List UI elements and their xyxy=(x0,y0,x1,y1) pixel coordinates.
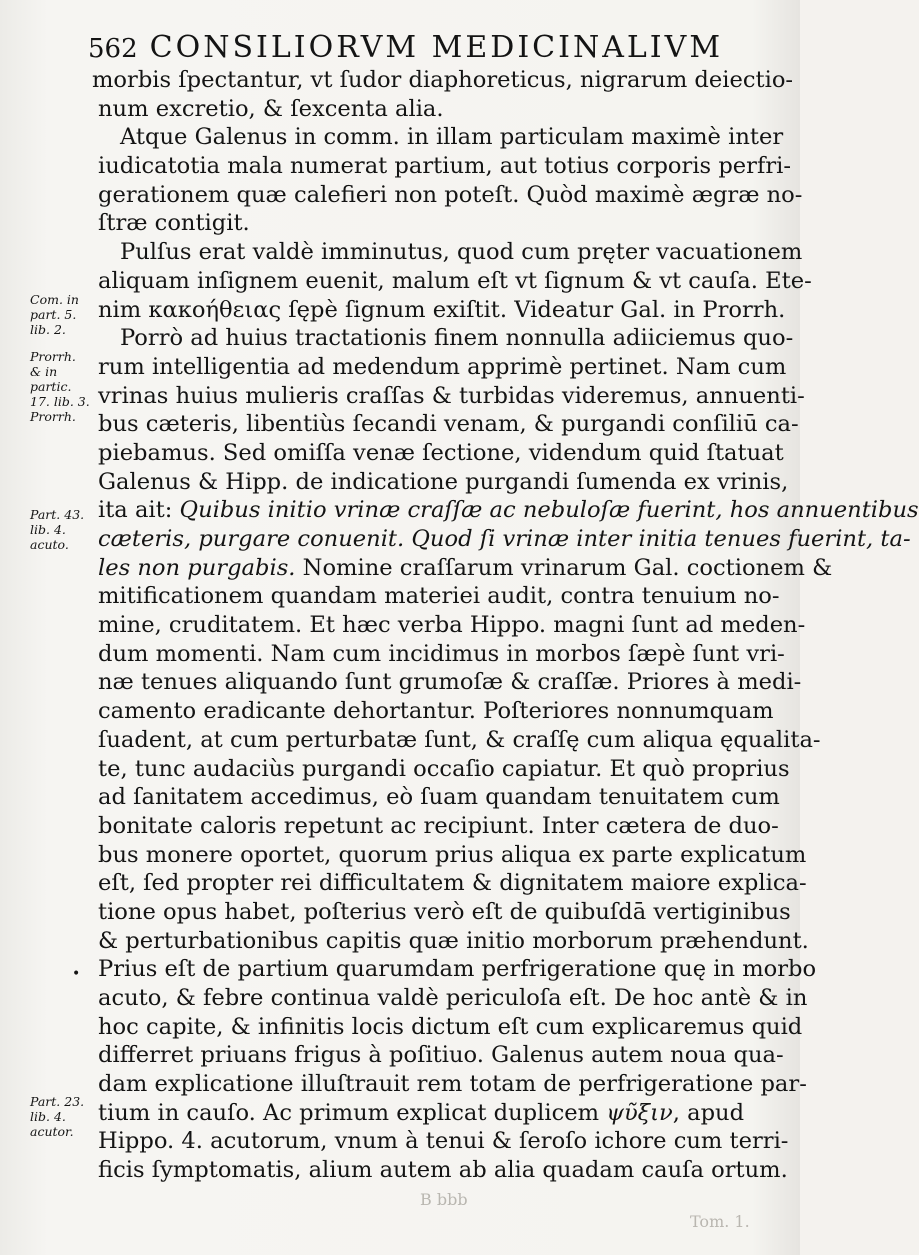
text-line: differret priuans frigus à poſitiuo. Galenus autem noua qua- xyxy=(98,1042,784,1069)
text-line: gerationem quæ calefieri non poteſt. Quòd maximè ægræ no- xyxy=(98,181,803,208)
text-line: bonitate caloris repetunt ac recipiunt. Inter cætera de duo- xyxy=(98,812,779,839)
margin-note-line: lib. 2. xyxy=(30,322,66,337)
text-segment: tium in cauſo. Ac primum explicat duplicem xyxy=(98,1099,600,1126)
text-segment: ita ait: xyxy=(98,497,173,524)
bleed-through-text: Tom. 1. xyxy=(690,1212,750,1231)
text-line: vrinas huius mulieris craſſas & turbidas videremus, annuenti- xyxy=(98,382,805,409)
margin-note-line: & in xyxy=(30,364,58,379)
margin-note-line: Prorrh. xyxy=(30,349,76,364)
text-line: piebamus. Sed omiſſa venæ ſectione, videndum quid ſtatuat xyxy=(98,439,784,466)
text-line: Pulſus erat valdè imminutus, quod cum pręter vacuationem xyxy=(120,239,803,266)
italic-quote: les non purgabis. xyxy=(98,554,296,581)
page-number: 562 xyxy=(88,34,138,64)
text-line: mine, cruditatem. Et hæc verba Hippo. magni ſunt ad meden- xyxy=(98,612,806,639)
text-line xyxy=(98,554,833,583)
text-line: rum intelligentia ad medendum apprimè pertinet. Nam cum xyxy=(98,353,787,380)
margin-note xyxy=(30,292,102,337)
margin-note-line: Part. 23. xyxy=(30,1094,85,1109)
text-line: te, tunc audaciùs purgandi occaſio capiatur. Et quò proprius xyxy=(98,755,790,782)
body-text xyxy=(92,66,919,1185)
margin-note-line: acutor. xyxy=(30,1124,74,1139)
text-line: iudicatotia mala numerat partium, aut totius corporis perfri- xyxy=(98,153,791,180)
text-line: ad ſanitatem accedimus, eò ſuam quandam tenuitatem cum xyxy=(98,784,780,811)
text-line: hoc capite, & infinitis locis dictum eſt cum explicaremus quid xyxy=(98,1013,803,1040)
text-line: bus monere oportet, quorum prius aliqua ex parte explicatum xyxy=(98,841,807,868)
text-line: tione opus habet, poſterius verò eſt de quibuſdā vertiginibus xyxy=(98,898,791,925)
margin-note-line: Com. in xyxy=(30,292,79,307)
italic-quote: cæteris, purgare conuenit. xyxy=(98,526,405,552)
margin-note-line: lib. 4. xyxy=(30,522,66,537)
text-line: Prius eſt de partium quarumdam perfrigeratione quę in morbo xyxy=(98,956,817,983)
text-line: dum momenti. Nam cum incidimus in morbos ſæpè ſunt vri- xyxy=(98,640,785,667)
text-line: eſt, ſed propter rei difficultatem & dignitatem maiore explica- xyxy=(98,870,807,897)
margin-note-line: acuto. xyxy=(30,537,69,552)
text-line: bus cæteris, libentiùs ſecandi venam, & purgandi conſiliū ca- xyxy=(98,411,799,438)
text-line: Hippo. 4. acutorum, vnum à tenui & ſeroſo ichore cum terri- xyxy=(98,1128,789,1155)
margin-marker: • xyxy=(72,966,81,982)
text-line: næ tenues aliquando ſunt grumoſæ & craſſæ. Priores à medi- xyxy=(98,669,802,696)
text-line: mitificationem quandam materiei audit, contra tenuium no- xyxy=(98,583,780,610)
text-line: & perturbationibus capitis quæ initio morborum præhendunt. xyxy=(98,927,809,954)
text-line: Atque Galenus in comm. in illam particulam maximè inter xyxy=(120,124,784,151)
margin-note-line: 17. lib. 3. xyxy=(30,394,90,409)
text-line: morbis ſpectantur, vt ſudor diaphoreticus, nigrarum deiectio- xyxy=(92,67,794,93)
greek-word: ψῦξιν xyxy=(606,1099,673,1126)
text-line: ficis ſymptomatis, alium autem ab alia quadam cauſa ortum. xyxy=(98,1157,788,1184)
margin-note-line: lib. 4. xyxy=(30,1109,66,1124)
text-line: aliquam inſignem euenit, malum eſt vt ſignum & vt cauſa. Ete- xyxy=(98,267,812,294)
text-line xyxy=(98,496,919,525)
text-line: acuto, & febre continua valdè periculoſa eſt. De hoc antè & in xyxy=(98,985,808,1011)
text-segment: , apud xyxy=(672,1099,745,1126)
text-line: num excretio, & ſexcenta alia. xyxy=(98,95,444,122)
italic-quote: Quibus initio vrinæ craſſæ ac nebuloſæ fuerint, hos annuentibus xyxy=(179,497,919,524)
text-line xyxy=(98,525,911,554)
italic-quote: Quod ſi vrinæ inter initia tenues fuerint, ta- xyxy=(411,526,911,552)
margin-note-line: Prorrh. xyxy=(30,409,76,424)
text-line: Galenus & Hipp. de indicatione purgandi ſumenda ex vrinis, xyxy=(98,468,789,495)
text-line: dam explicatione illuſtrauit rem totam de perfrigeratione par- xyxy=(98,1071,807,1098)
bleed-through-text: B bbb xyxy=(420,1190,468,1209)
text-line: camento eradicante dehortantur. Poſteriores nonnumquam xyxy=(98,698,774,725)
text-line: ſuadent, at cum perturbatæ ſunt, & craſſę cum aliqua ęqualita- xyxy=(98,726,821,753)
text-segment: Nomine craſſarum vrinarum Gal. coctionem & xyxy=(302,554,833,581)
margin-note-line: partic. xyxy=(30,379,72,394)
margin-note xyxy=(30,349,102,424)
text-line: nim κακοήθειας ſępè ſignum exiſtit. Videatur Gal. in Prorrh. xyxy=(98,296,786,323)
margin-note xyxy=(30,507,102,552)
text-line: Porrò ad huius tractationis finem nonnulla adiiciemus quo- xyxy=(120,325,794,352)
text-line: ſtræ contigit. xyxy=(98,210,250,237)
margin-note xyxy=(30,1094,102,1139)
margin-note-line: Part. 43. xyxy=(30,507,85,522)
text-line xyxy=(98,1099,772,1128)
running-head: CONSILIORVM MEDICINALIVM xyxy=(149,30,724,65)
margin-note-line: part. 5. xyxy=(30,307,77,322)
